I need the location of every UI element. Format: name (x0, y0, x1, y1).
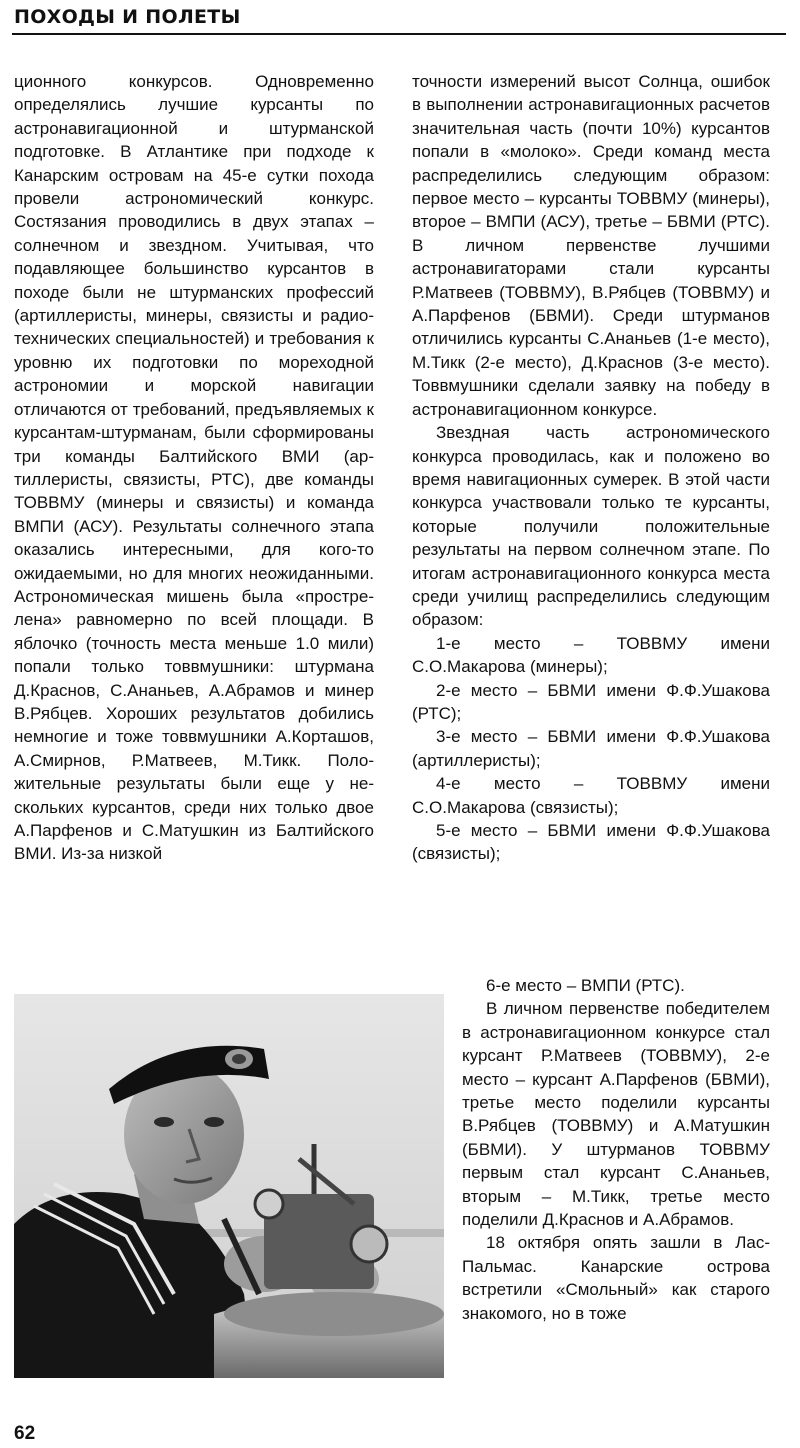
cadet-sextant-photo (14, 994, 444, 1378)
left-column (14, 70, 374, 866)
left-paragraph-1: ционного конкурсов. Одновременно определялись лучшие курсанты по астронавигационной и штурманской подготовке. В Атлантике при подходе к Канарским островам на 45-е сутки похода провели астрономический конкурс. Состязания проводились в двух этапах – солнечном и звездном. Учитывая, что подавляющее большинство курсантов в походе были не штурманских профессий (артиллеристы, минеры, связисты и радиотехнических специальностей) и требования к уровню их подготовки по мореходной астрономии и морской навигации отличаются от требований, предъявляемых к курсантам-штурманам, были сформированы три команды Балтийского ВМИ (артиллеристы, связисты, РТС), две команды ТОВВМУ (минеры и связисты) и команда ВМПИ (АСУ). Результаты солнечного этапа оказались интересными, для кого-то ожидаемыми, но для многих неожиданными. Астрономическая мишень была «прострелена» равномерно по всей площади. В яблочко (точность места меньше 1.0 мили) попали только товвмушники: штурмана Д.Краснов, С.Ананьев, А.Абрамов и минер В.Рябцев. Хороших результатов добились немногие и тоже товвмушники А.Корташов, А.Смирнов, Р.Матвеев, М.Тикк. Положительные результаты были еще у нескольких курсантов, среди них только двое А.Парфенов и С.Матушкин из Балтийского ВМИ. Из-за низкой (14, 72, 374, 864)
right-bottom-paragraph-2: 18 октября опять зашли в Лас-Пальмас. Канарские острова встретили «Смольный» как старого знакомого, но в тоже (462, 1233, 770, 1323)
page-number: 62 (14, 1423, 36, 1444)
right-bottom-paragraph-1: В личном первенстве победителем в астронавигационном конкурсе стал курсант Р.Матвеев (ТОВВМУ), 2-е место – курсант А.Парфенов (БВМИ), третье место поделили курсанты В.Рябцев (ТОВВМУ) и А.Матушкин (БВМИ). У штурманов ТОВВМУ первым стал курсант С.Ананьев, вторым – М.Тикк, третье место поделили Д.Краснов и А.Абрамов. (462, 999, 770, 1230)
section-title: ПОХОДЫ И ПОЛЕТЫ (14, 6, 241, 28)
right-paragraph-1: точности измерений высот Солнца, ошибок в выполнении астронавигационных расчетов значительная часть (почти 10%) курсантов попали в «молоко». Среди команд места распределились следующим образом: первое место – курсанты ТОВВМУ (минеры), второе – ВМПИ (АСУ), третье – БВМИ (РТС). В личном первенстве лучшими астронавигаторами стали курсанты Р.Матвеев (ТОВВМУ), В.Рябцев (ТОВВМУ) и А.Парфенов (БВМИ). Среди штурманов отличились курсанты С.Ананьев (1-е место), М.Тикк (2-е место), Д.Краснов (3-е место). Товвмушники сделали заявку на победу в астронавигационном конкурсе. (412, 72, 770, 419)
ranking-item-3: 3-е место – БВМИ имени Ф.Ф.Ушакова (артиллеристы); (412, 727, 770, 770)
ranking-item-2: 2-е место – БВМИ имени Ф.Ф.Ушакова (РТС); (412, 680, 770, 723)
right-bottom-column (462, 974, 770, 1325)
header-rule (12, 33, 786, 35)
ranking-item-6: 6-е место – ВМПИ (РТС). (486, 976, 685, 995)
right-paragraph-2: Звездная часть астрономического конкурса проводилась, как и положено во время навигационных сумерек. В этой части конкурса участвовали только те курсанты, которые получили положительные результаты на первом солнечном этапе. По итогам астронавигационного конкурса места среди училищ распределились следующим образом: (412, 423, 770, 630)
right-column (412, 70, 770, 866)
ranking-item-5: 5-е место – БВМИ имени Ф.Ф.Ушакова (связисты); (412, 821, 770, 864)
ranking-item-1: 1-е место – ТОВВМУ имени С.О.Макарова (минеры); (412, 633, 770, 677)
ranking-item-4: 4-е место – ТОВВМУ имени С.О.Макарова (связисты); (412, 774, 770, 817)
